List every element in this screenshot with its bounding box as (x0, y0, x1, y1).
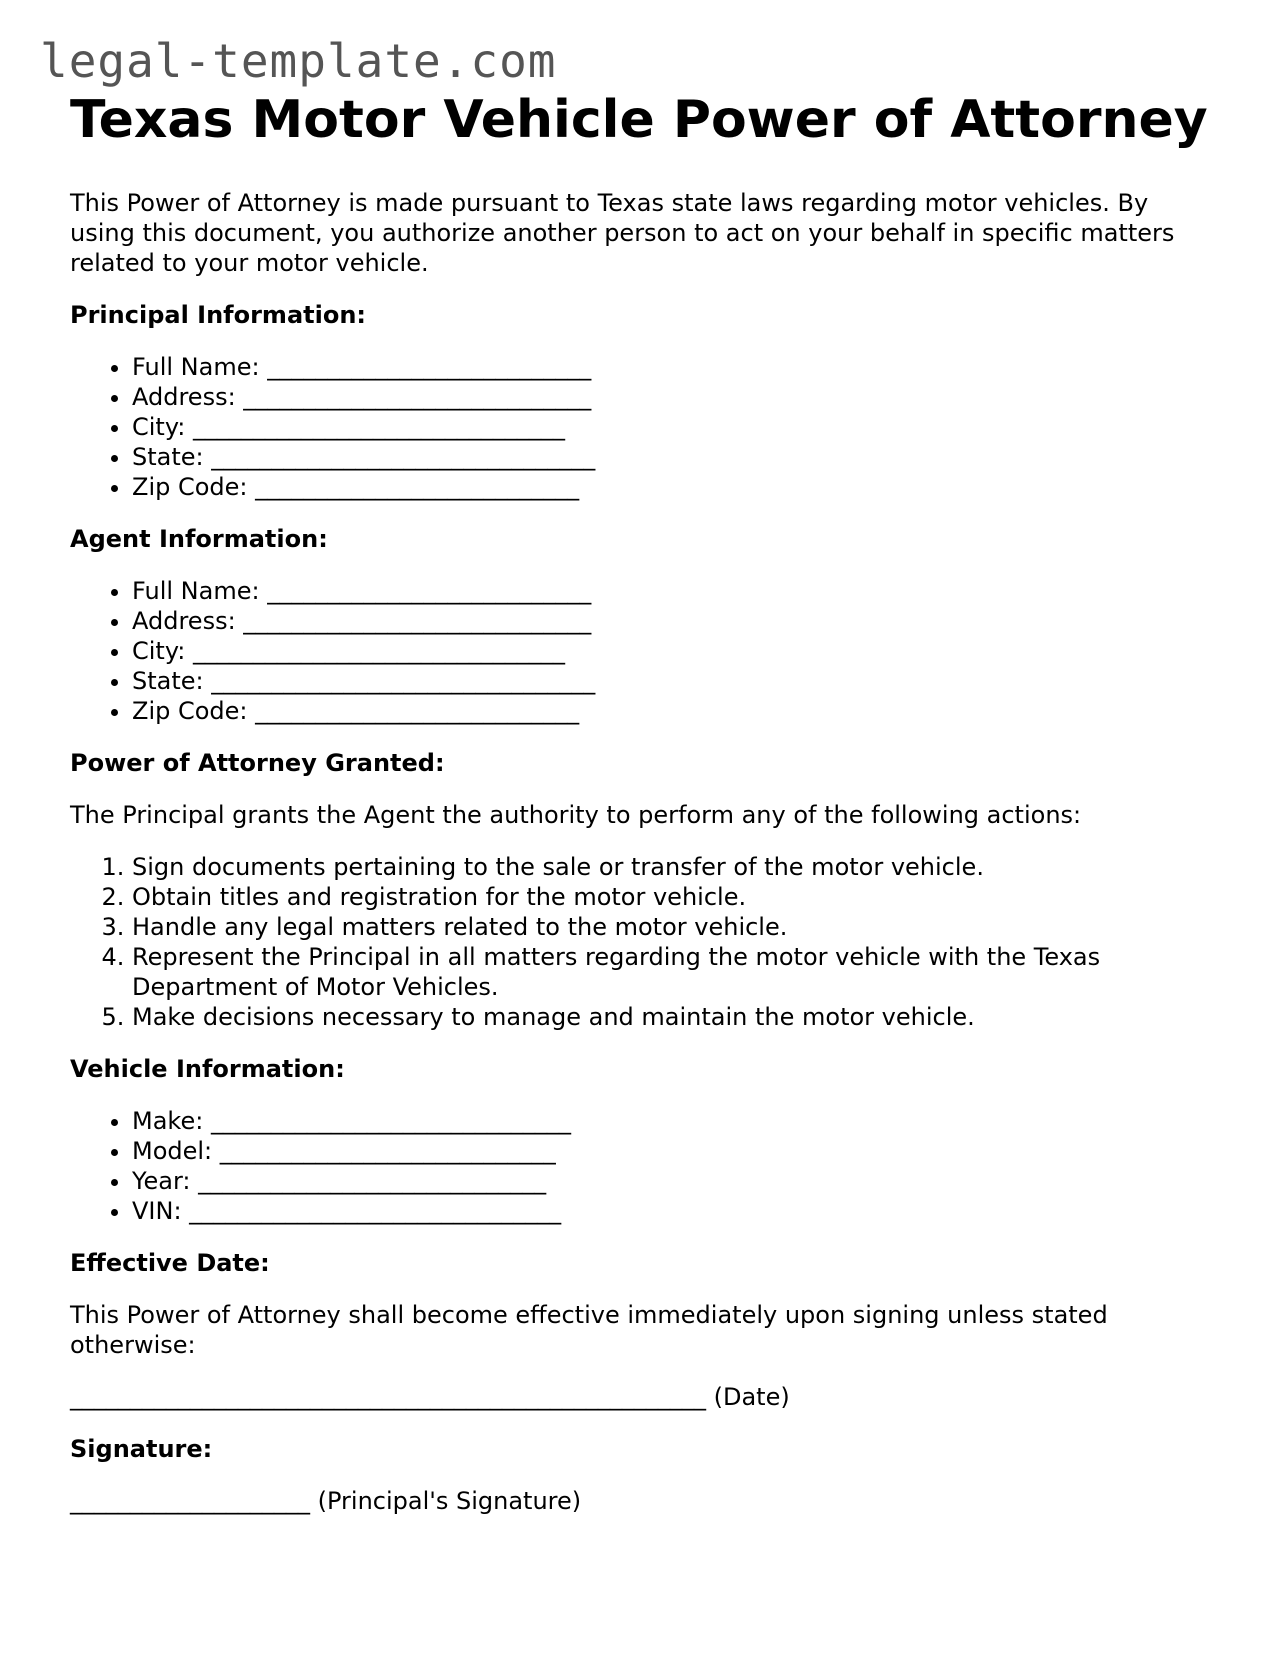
agent-full-name: • Full Name: ___________________________ (132, 576, 1220, 606)
agent-heading: Agent Information: (70, 525, 328, 553)
site-watermark: legal-template.com (40, 34, 557, 88)
signature-line: ____________________ (Principal's Signature) (70, 1487, 582, 1515)
agent-state: • State: ________________________________ (132, 666, 1220, 696)
power-item: 2. Obtain titles and registration for the motor vehicle. (132, 882, 1220, 912)
vehicle-make: • Make: ______________________________ (132, 1106, 1220, 1136)
power-item: 4. Represent the Principal in all matters regarding the motor vehicle with the Texas Department of Motor Vehicles. (132, 942, 1220, 1002)
powers-heading: Power of Attorney Granted: (70, 749, 445, 777)
vehicle-heading: Vehicle Information: (70, 1055, 345, 1083)
principal-state: • State: ________________________________ (132, 442, 1220, 472)
power-item: 1. Sign documents pertaining to the sale or transfer of the motor vehicle. (132, 852, 1220, 882)
effective-text: This Power of Attorney shall become effective immediately upon signing unless stated otherwise: (70, 1301, 1108, 1359)
intro-paragraph: This Power of Attorney is made pursuant to Texas state laws regarding motor vehicles. By using this document, you authorize another person to act on your behalf in specific matters related to your motor vehicle. (70, 189, 1175, 277)
date-line: _____________________________________________________ (Date) (70, 1383, 790, 1411)
agent-fields (70, 576, 1220, 726)
principal-full-name: • Full Name: ___________________________ (132, 352, 1220, 382)
vehicle-year: • Year: _____________________________ (132, 1166, 1220, 1196)
power-item: 5. Make decisions necessary to manage and maintain the motor vehicle. (132, 1002, 1220, 1032)
document-title: Texas Motor Vehicle Power of Attorney (70, 90, 1208, 150)
powers-list (70, 852, 1220, 1032)
principal-address: • Address: _____________________________ (132, 382, 1220, 412)
vehicle-model: • Model: ____________________________ (132, 1136, 1220, 1166)
principal-heading: Principal Information: (70, 301, 367, 329)
powers-text: The Principal grants the Agent the authority to perform any of the following actions: (70, 801, 1082, 829)
agent-zip: • Zip Code: ___________________________ (132, 696, 1220, 726)
effective-heading: Effective Date: (70, 1249, 270, 1277)
principal-fields (70, 352, 1220, 502)
signature-heading: Signature: (70, 1435, 213, 1463)
principal-zip: • Zip Code: ___________________________ (132, 472, 1220, 502)
vehicle-fields (70, 1106, 1220, 1226)
agent-address: • Address: _____________________________ (132, 606, 1220, 636)
principal-city: • City: _______________________________ (132, 412, 1220, 442)
agent-city: • City: _______________________________ (132, 636, 1220, 666)
power-item: 3. Handle any legal matters related to the motor vehicle. (132, 912, 1220, 942)
vehicle-vin: • VIN: _______________________________ (132, 1196, 1220, 1226)
document-page (70, 88, 1220, 1516)
